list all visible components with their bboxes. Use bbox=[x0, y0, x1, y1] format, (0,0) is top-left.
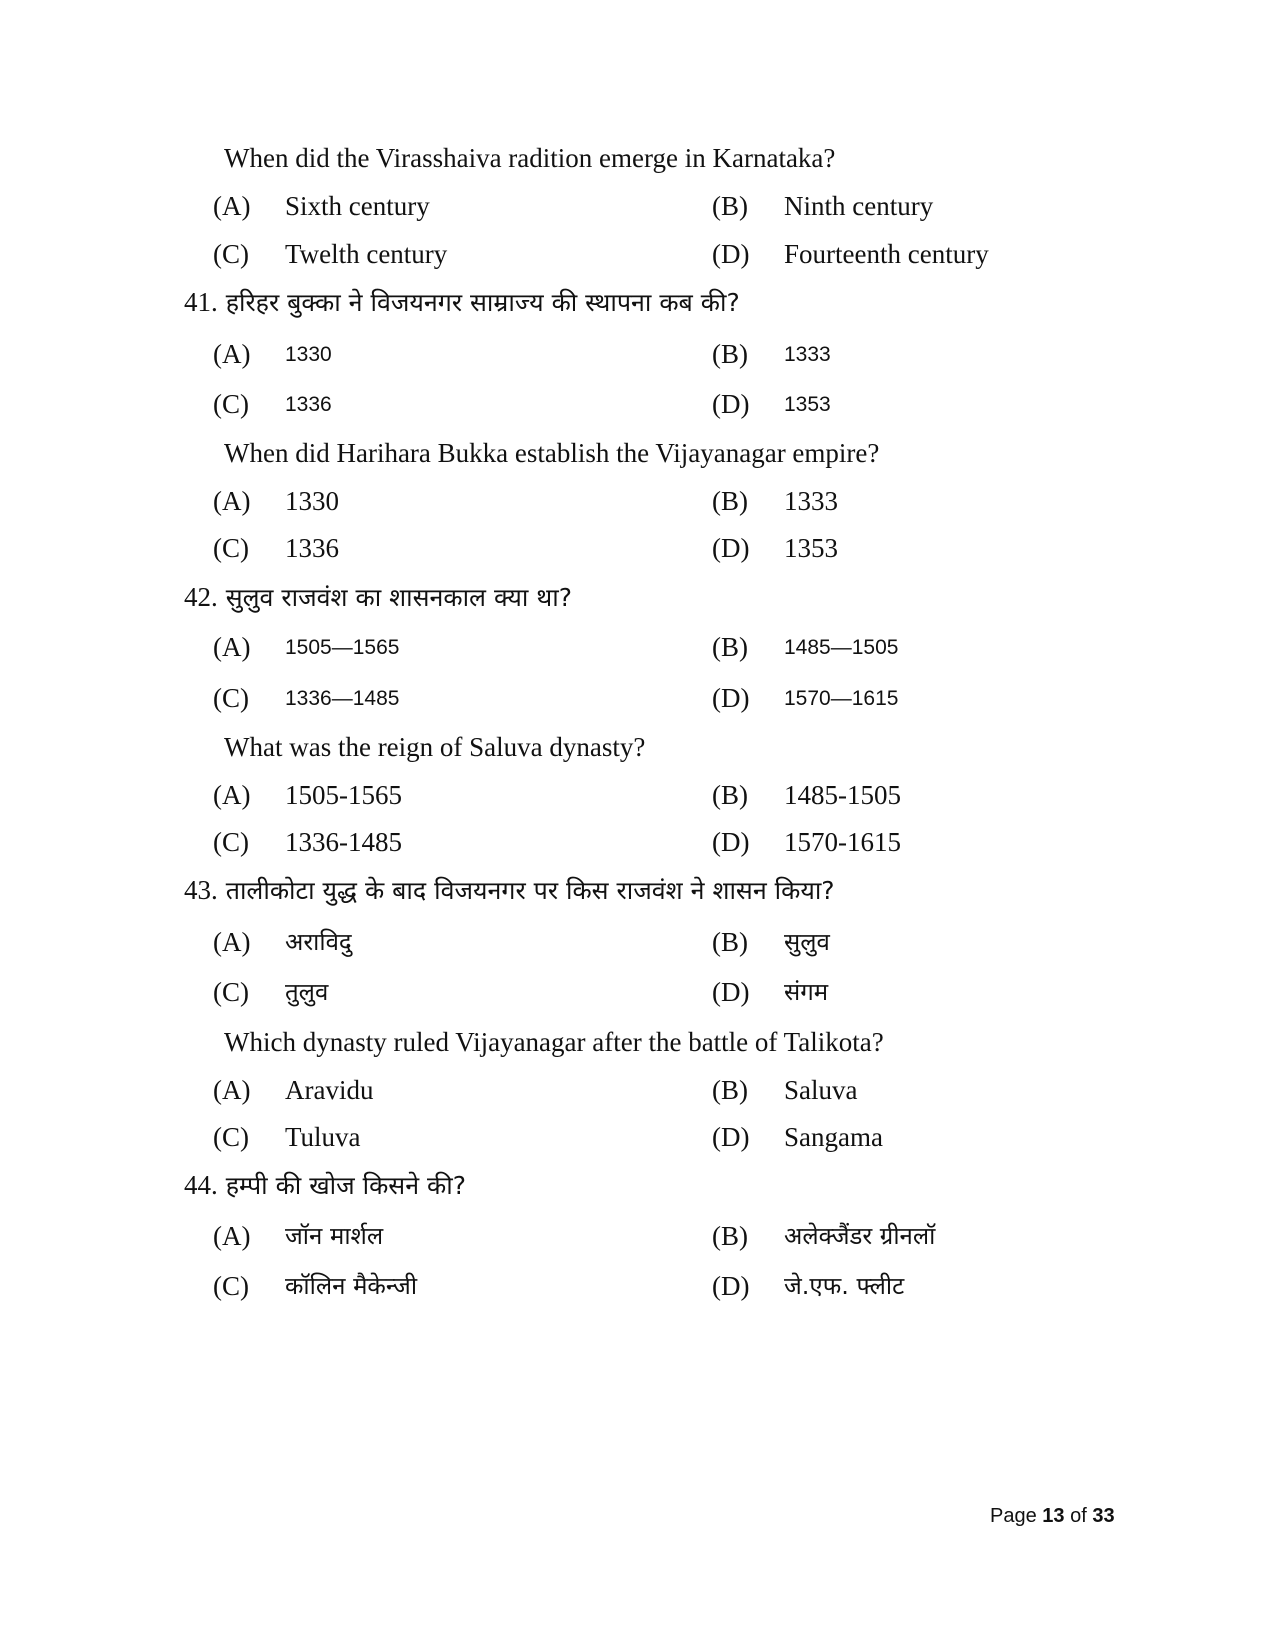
option-letter: (D) bbox=[712, 827, 750, 857]
option-letter: (D) bbox=[712, 683, 750, 713]
question-hindi bbox=[184, 1168, 466, 1203]
option-letter: (B) bbox=[712, 1221, 748, 1251]
option-text: 1353 bbox=[784, 393, 831, 416]
question-text: When did Harihara Bukka establish the Vijayanagar empire? bbox=[224, 438, 880, 468]
total-pages: 33 bbox=[1092, 1505, 1115, 1527]
option-letter: (D) bbox=[712, 239, 750, 269]
option-letter: (C) bbox=[213, 1122, 249, 1152]
option-letter: (A) bbox=[213, 486, 251, 516]
option-text: 1505—1565 bbox=[285, 636, 400, 659]
option-text: 1333 bbox=[784, 486, 838, 516]
option-text: जे.एफ. फ्लीट bbox=[784, 1272, 905, 1300]
option-letter: (C) bbox=[213, 533, 249, 563]
option-letter: (B) bbox=[712, 1075, 748, 1105]
option-letter: (C) bbox=[213, 827, 249, 857]
question-text: Which dynasty ruled Vijayanagar after the battle of Talikota? bbox=[224, 1027, 884, 1057]
option-letter: (B) bbox=[712, 486, 748, 516]
current-page: 13 bbox=[1042, 1505, 1065, 1527]
option-letter: (B) bbox=[712, 780, 748, 810]
question-text: सुलुव राजवंश का शासनकाल क्या था? bbox=[225, 583, 572, 612]
option-text: 1353 bbox=[784, 533, 838, 563]
question-hindi bbox=[184, 580, 572, 615]
option-letter: (B) bbox=[712, 339, 748, 369]
of-label: of bbox=[1070, 1505, 1087, 1527]
option-text: सुलुव bbox=[784, 928, 830, 956]
question-text: हरिहर बुक्का ने विजयनगर साम्राज्य की स्थापना कब की? bbox=[225, 288, 740, 317]
option-letter: (B) bbox=[712, 191, 748, 221]
question-hindi bbox=[184, 873, 835, 908]
option-letter: (D) bbox=[712, 1271, 750, 1301]
question-text: What was the reign of Saluva dynasty? bbox=[224, 732, 646, 762]
option-text: Twelth century bbox=[285, 239, 448, 269]
option-text: जॉन मार्शल bbox=[285, 1222, 384, 1250]
option-letter: (A) bbox=[213, 339, 251, 369]
option-text: 1570—1615 bbox=[784, 687, 899, 710]
option-text: Saluva bbox=[784, 1075, 858, 1105]
option-letter: (D) bbox=[712, 389, 750, 419]
option-text: 1570-1615 bbox=[784, 827, 901, 857]
option-text: अलेक्जैंडर ग्रीनलॉ bbox=[784, 1222, 936, 1250]
question-number: 42. bbox=[184, 582, 218, 612]
option-text: 1330 bbox=[285, 343, 332, 366]
option-letter: (C) bbox=[213, 389, 249, 419]
option-letter: (A) bbox=[213, 191, 251, 221]
option-letter: (A) bbox=[213, 927, 251, 957]
option-letter: (A) bbox=[213, 1221, 251, 1251]
option-text: कॉलिन मैकेन्जी bbox=[285, 1272, 418, 1300]
option-text: 1330 bbox=[285, 486, 339, 516]
option-text: 1485-1505 bbox=[784, 780, 901, 810]
question-number: 41. bbox=[184, 287, 218, 317]
option-letter: (B) bbox=[712, 927, 748, 957]
option-text: 1336 bbox=[285, 393, 332, 416]
question-number: 44. bbox=[184, 1170, 218, 1200]
option-letter: (C) bbox=[213, 1271, 249, 1301]
option-text: तुलुव bbox=[285, 978, 329, 1006]
option-text: Tuluva bbox=[285, 1122, 361, 1152]
option-text: Ninth century bbox=[784, 191, 934, 221]
option-letter: (C) bbox=[213, 977, 249, 1007]
option-letter: (A) bbox=[213, 780, 251, 810]
question-text: तालीकोटा युद्ध के बाद विजयनगर पर किस राजवंश ने शासन किया? bbox=[225, 876, 835, 905]
option-text: 1505-1565 bbox=[285, 780, 402, 810]
option-text: Fourteenth century bbox=[784, 239, 989, 269]
question-text: हम्पी की खोज किसने की? bbox=[225, 1171, 466, 1200]
option-text: 1336 bbox=[285, 533, 339, 563]
option-text: संगम bbox=[784, 978, 829, 1006]
option-text: 1333 bbox=[784, 343, 831, 366]
option-letter: (A) bbox=[213, 1075, 251, 1105]
option-letter: (A) bbox=[213, 632, 251, 662]
page-number-footer bbox=[990, 1503, 1115, 1529]
question-text: When did the Virasshaiva radition emerge in Karnataka? bbox=[224, 143, 836, 173]
option-letter: (D) bbox=[712, 533, 750, 563]
option-text: Sixth century bbox=[285, 191, 430, 221]
option-text: 1336-1485 bbox=[285, 827, 402, 857]
option-text: Aravidu bbox=[285, 1075, 374, 1105]
page-label: Page bbox=[990, 1505, 1037, 1527]
question-number: 43. bbox=[184, 875, 218, 905]
option-letter: (C) bbox=[213, 239, 249, 269]
option-letter: (C) bbox=[213, 683, 249, 713]
option-letter: (D) bbox=[712, 977, 750, 1007]
option-text: Sangama bbox=[784, 1122, 883, 1152]
option-text: 1485—1505 bbox=[784, 636, 899, 659]
question-hindi bbox=[184, 285, 740, 320]
option-letter: (D) bbox=[712, 1122, 750, 1152]
option-text: अराविदु bbox=[285, 928, 352, 956]
option-text: 1336—1485 bbox=[285, 687, 400, 710]
option-letter: (B) bbox=[712, 632, 748, 662]
